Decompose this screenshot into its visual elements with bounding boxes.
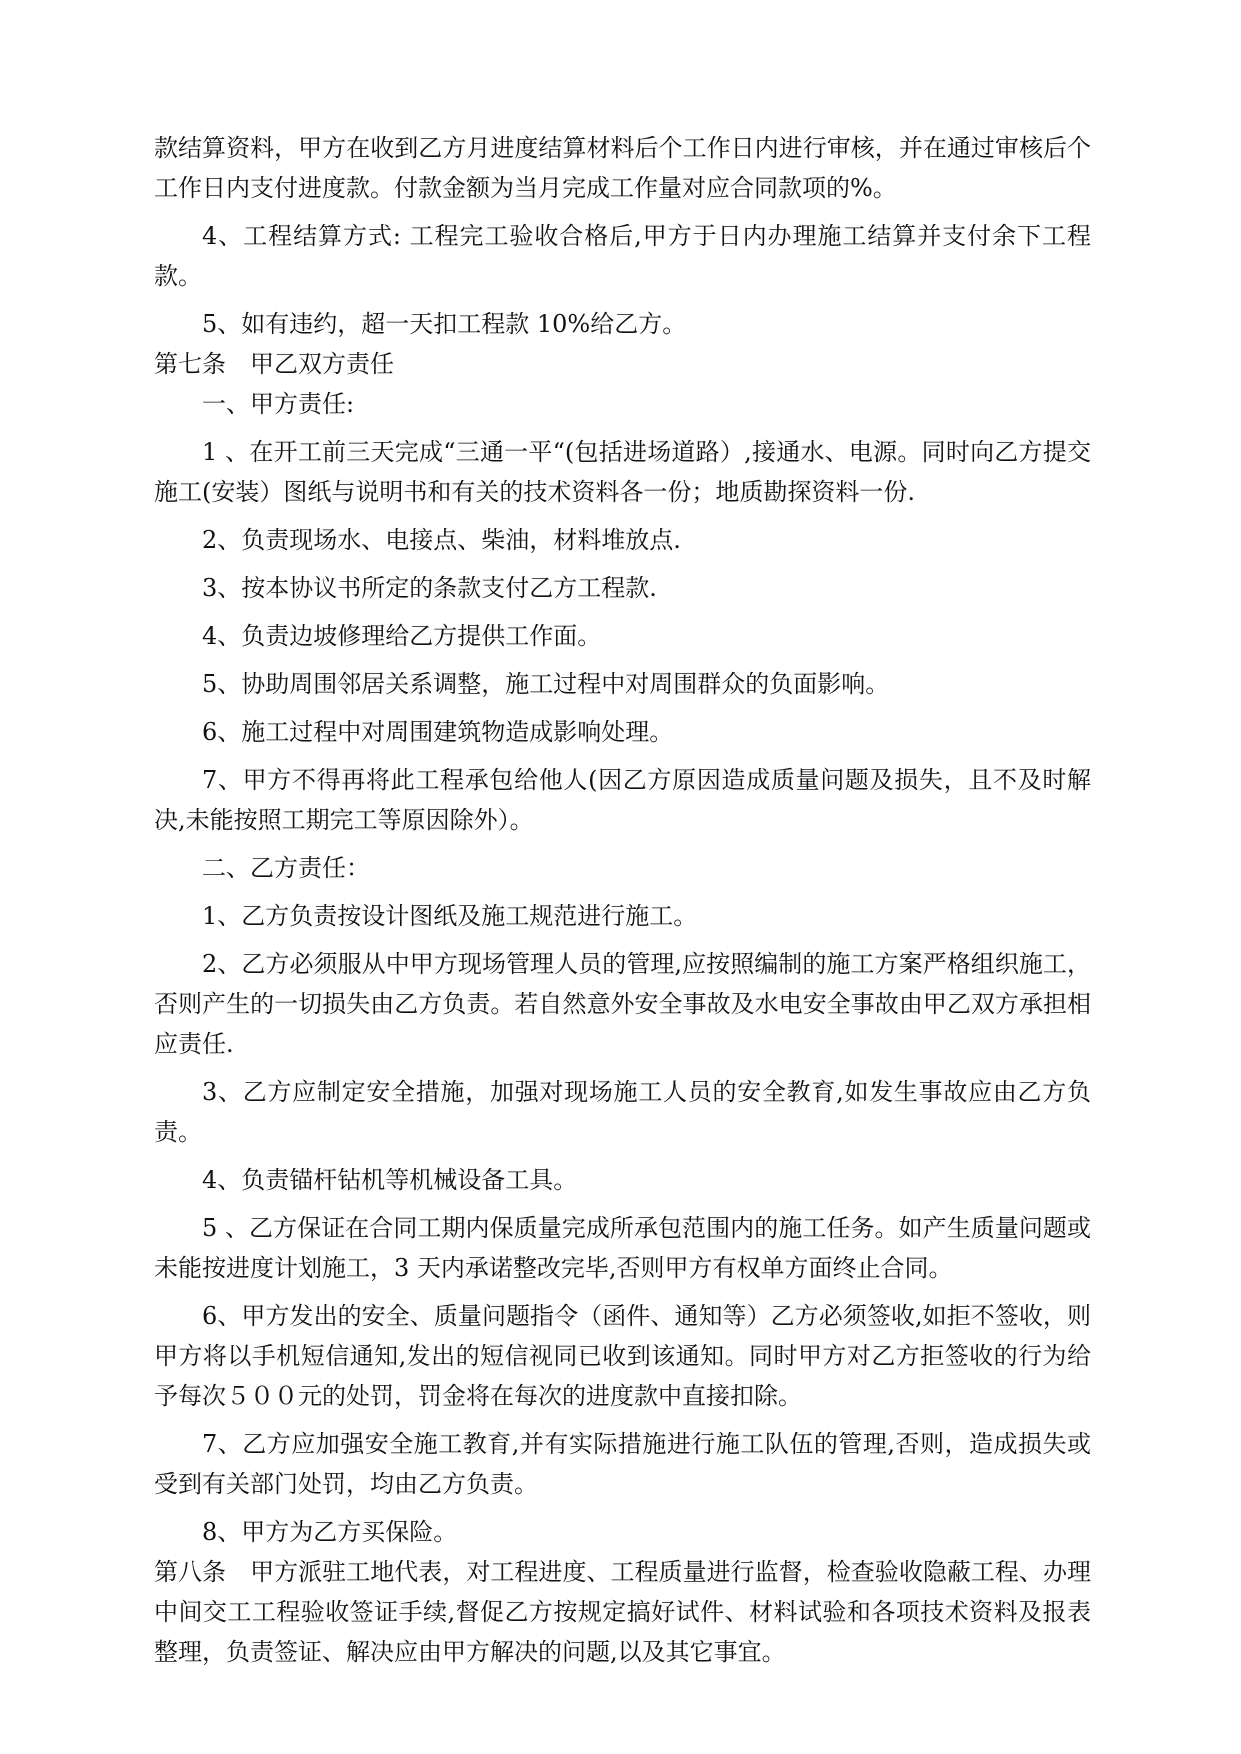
party-b-item-6: 6、甲方发出的安全、质量问题指令（函件、通知等）乙方必须签收,如拒不签收，则甲方将以手机短信通知,发出的短信视同已收到该通知。同时甲方对乙方拒签收的行为给予每次５００元的处罚，罚金将在每次的进度款中直接扣除。	[154, 1302, 1091, 1410]
party-a-item-1: 1 、在开工前三天完成“三通一平“(包括进场道路）,接通水、电源。同时向乙方提交施工(安装）图纸与说明书和有关的技术资料各一份；地质勘探资料一份.	[154, 438, 1091, 506]
party-a-item-7: 7、甲方不得再将此工程承包给他人(因乙方原因造成质量问题及损失，且不及时解决,未能按照工期完工等原因除外）。	[154, 766, 1091, 834]
party-b-item-7: 7、乙方应加强安全施工教育,并有实际措施进行施工队伍的管理,否则，造成损失或受到有关部门处罚，均由乙方负责。	[154, 1430, 1091, 1498]
paragraph-settlement-method: 4、工程结算方式: 工程完工验收合格后,甲方于日内办理施工结算并支付余下工程款。	[154, 222, 1091, 290]
article-eight: 第八条 甲方派驻工地代表，对工程进度、工程质量进行监督，检查验收隐蔽工程、办理中间交工工程验收签证手续,督促乙方按规定搞好试件、材料试验和各项技术资料及报表整理，负责签证、解决应由甲方解决的问题,以及其它事宜。	[154, 1558, 1091, 1666]
party-b-item-2: 2、乙方必须服从中甲方现场管理人员的管理,应按照编制的施工方案严格组织施工，否则产生的一切损失由乙方负责。若自然意外安全事故及水电安全事故由甲乙双方承担相应责任.	[154, 950, 1091, 1058]
party-a-item-2: 2、负责现场水、电接点、柴油，材料堆放点.	[202, 526, 681, 554]
paragraph-breach-penalty: 5、如有违约，超一天扣工程款 10%给乙方。	[202, 310, 687, 338]
party-b-item-1: 1、乙方负责按设计图纸及施工规范进行施工。	[202, 902, 698, 930]
party-b-item-5: 5 、乙方保证在合同工期内保质量完成所承包范围内的施工任务。如产生质量问题或未能按进度计划施工，3 天内承诺整改完毕,否则甲方有权单方面终止合同。	[154, 1214, 1091, 1282]
party-a-item-6: 6、施工过程中对周围建筑物造成影响处理。	[202, 718, 674, 746]
party-a-responsibility-heading: 一、甲方责任:	[202, 390, 355, 418]
party-b-item-4: 4、负责锚杆钻机等机械设备工具。	[202, 1166, 578, 1194]
article-seven-heading: 第七条 甲乙双方责任	[154, 350, 394, 378]
document-body	[154, 128, 1091, 1672]
party-a-item-3: 3、按本协议书所定的条款支付乙方工程款.	[202, 574, 657, 602]
party-a-item-5: 5、协助周围邻居关系调整，施工过程中对周围群众的负面影响。	[202, 670, 890, 698]
party-b-item-3: 3、乙方应制定安全措施，加强对现场施工人员的安全教育,如发生事故应由乙方负责。	[154, 1078, 1091, 1146]
party-a-item-4: 4、负责边坡修理给乙方提供工作面。	[202, 622, 602, 650]
paragraph-payment-continuation: 款结算资料，甲方在收到乙方月进度结算材料后个工作日内进行审核，并在通过审核后个工作日内支付进度款。付款金额为当月完成工作量对应合同款项的%。	[154, 134, 1091, 202]
party-b-item-8: 8、甲方为乙方买保险。	[202, 1518, 458, 1546]
party-b-responsibility-heading: 二、乙方责任：	[202, 854, 370, 882]
